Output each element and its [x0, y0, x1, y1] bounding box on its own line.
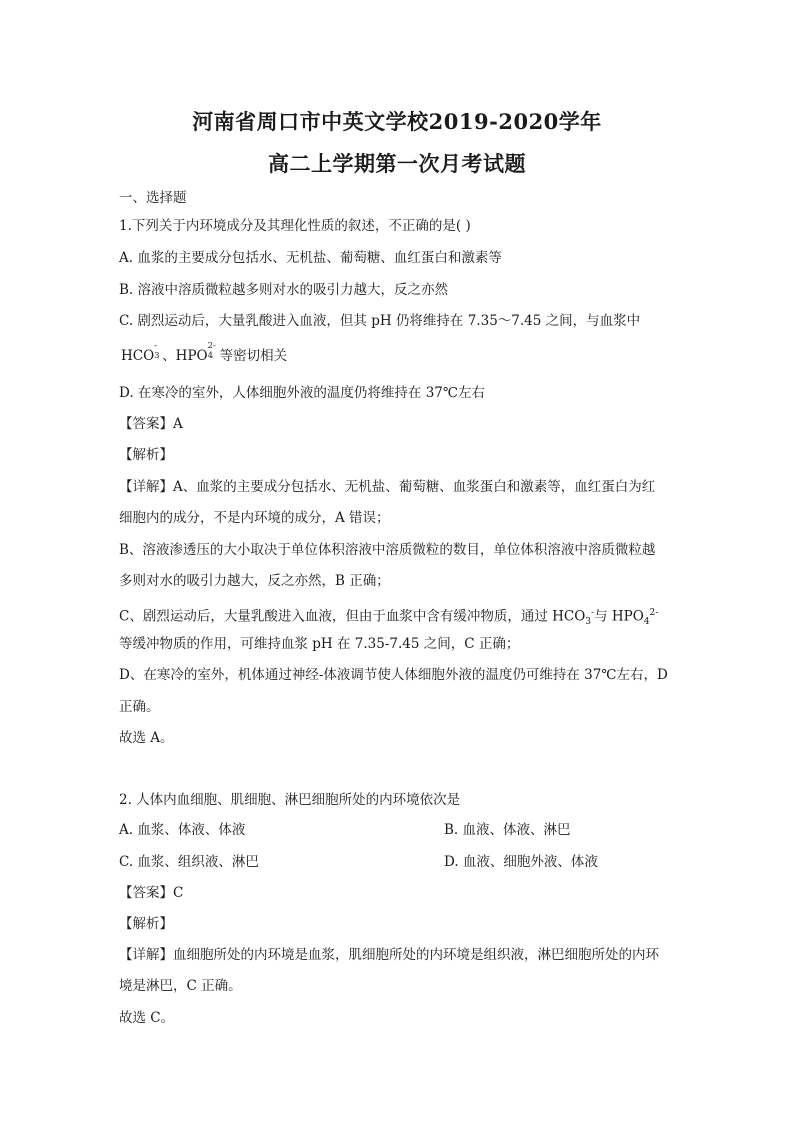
q1-option-c-line1: C. 剧烈运动后，大量乳酸进入血液，但其 pH 仍将维持在 7.35～7.45 之间，与血浆中 — [119, 313, 641, 329]
q2-option-a: A. 血浆、体液、体液 — [119, 822, 246, 838]
title-line-1: 河南省周口市中英文学校2019-2020学年 — [192, 109, 602, 134]
section-heading: 一、选择题 — [119, 190, 187, 206]
q2-stem: 2. 人体内血细胞、肌细胞、淋巴细胞所处的内环境依次是 — [119, 792, 461, 808]
q1-option-a: A. 血浆的主要成分包括水、无机盐、葡萄糖、血红蛋白和激素等 — [119, 250, 502, 266]
q2-detail-line2: 境是淋巴，C 正确。 — [119, 978, 242, 994]
q1-detail-line5: C、剧烈运动后，大量乳酸进入血液，但由于血浆中含有缓冲物质，通过 $HCO_3^-$与 $HPO_4^{2-}$ — [119, 608, 659, 628]
title-line-2: 高二上学期第一次月考试题 — [268, 151, 526, 176]
q2-conclusion: 故选 C。 — [119, 1010, 175, 1026]
q2-option-d: D. 血液、细胞外液、体液 — [444, 854, 598, 870]
q1-option-d: D. 在寒冷的室外，人体细胞外液的温度仍将维持在 37℃左右 — [119, 385, 485, 401]
q2-option-b: B. 血液、体液、淋巴 — [444, 822, 571, 838]
hydrogen-phosphate-ion: HPO 2- 4 — [175, 341, 216, 364]
q1-option-b: B. 溶液中溶质微粒越多则对水的吸引力越大，反之亦然 — [119, 282, 449, 298]
q1-option-c-line2: HCO - 3 、HPO 2- 4 等密切相关 — [121, 341, 288, 364]
q1-detail-line4: 多则对水的吸引力越大，反之亦然，B 正确； — [119, 573, 390, 589]
q1-detail-line8: 正确。 — [119, 699, 160, 715]
bicarbonate-ion: HCO - 3 — [121, 341, 160, 364]
q1-detail-line6: 等缓冲物质的作用，可维持血浆 pH 在 7.35-7.45 之间，C 正确； — [119, 636, 520, 652]
q1-detail-line3: B、溶液渗透压的大小取决于单位体积溶液中溶质微粒的数目，单位体积溶液中溶质微粒越 — [119, 542, 656, 558]
q2-detail-line1: 【详解】血细胞所处的内环境是血浆，肌细胞所处的内环境是组织液，淋巴细胞所处的内环 — [119, 947, 659, 963]
q1-conclusion: 故选 A。 — [119, 730, 174, 746]
q1-answer: 【答案】A — [119, 416, 183, 432]
q2-answer: 【答案】C — [119, 885, 184, 901]
q1-detail-line1: 【详解】A、血浆的主要成分包括水、无机盐、葡萄糖、血浆蛋白和激素等，血红蛋白为红 — [119, 479, 656, 495]
q1-stem: 1.下列关于内环境成分及其理化性质的叙述，不正确的是( ) — [119, 218, 471, 234]
q1-detail-line2: 细胞内的成分，不是内环境的成分，A 错误； — [119, 510, 390, 526]
q2-analysis-heading: 【解析】 — [119, 916, 173, 932]
q2-option-c: C. 血浆、组织液、淋巴 — [119, 854, 259, 870]
q1-detail-line7: D、在寒冷的室外，机体通过神经-体液调节使人体细胞外液的温度仍可维持在 37℃左右，D — [119, 667, 668, 683]
q1-analysis-heading: 【解析】 — [119, 447, 173, 463]
